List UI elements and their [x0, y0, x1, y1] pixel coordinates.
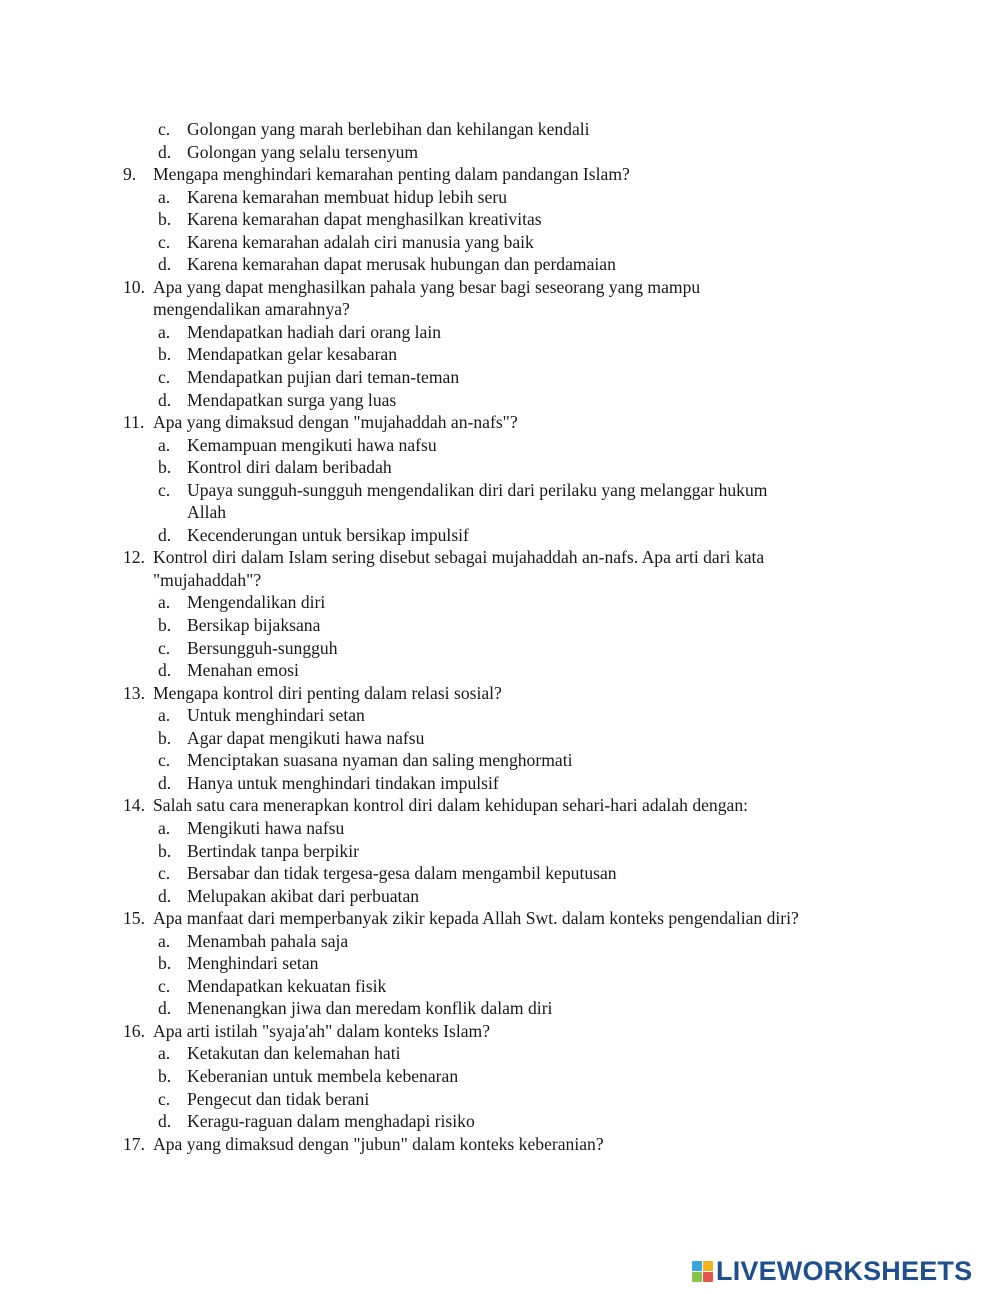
question-number: 17.: [123, 1133, 145, 1154]
option-text: Karena kemarahan dapat menghasilkan kreativitas: [187, 209, 542, 230]
option-letter: b.: [158, 344, 172, 365]
option-text: Menghindari setan: [187, 953, 319, 974]
option-text: Bersikap bijaksana: [187, 615, 321, 636]
option-text: Kemampuan mengikuti hawa nafsu: [187, 434, 437, 455]
option-letter: b.: [158, 727, 172, 748]
option-letter: d.: [158, 1111, 172, 1132]
question-line: [0, 907, 1000, 930]
logo-text: LIVEWORKSHEETS: [716, 1255, 973, 1286]
option-text: Mengendalikan diri: [187, 592, 326, 613]
question-number: 12.: [123, 547, 145, 568]
question-line: [0, 546, 1000, 569]
answer-option: [0, 1065, 1000, 1088]
answer-option: [0, 727, 1000, 750]
question-number: 13.: [123, 682, 145, 703]
question-line: [0, 163, 1000, 186]
question-number: 9.: [123, 164, 137, 185]
question-continuation: [0, 569, 1000, 592]
answer-option: [0, 186, 1000, 209]
option-letter: d.: [158, 660, 172, 681]
option-letter: b.: [158, 615, 172, 636]
question-number: 10.: [123, 276, 145, 297]
answer-option: [0, 389, 1000, 412]
answer-option: [0, 614, 1000, 637]
option-text: Mendapatkan kekuatan fisik: [187, 975, 387, 996]
option-letter: d.: [158, 254, 172, 275]
option-text: Ketakutan dan kelemahan hati: [187, 1043, 401, 1064]
option-letter: c.: [158, 231, 171, 252]
question-text: Apa yang dimaksud dengan "jubun" dalam konteks keberanian?: [153, 1133, 604, 1154]
question-text: Apa manfaat dari memperbanyak zikir kepada Allah Swt. dalam konteks pengendalian diri?: [153, 908, 799, 929]
question-number: 16.: [123, 1020, 145, 1041]
question-number: 15.: [123, 908, 145, 929]
option-text: Karena kemarahan dapat merusak hubungan dan perdamaian: [187, 254, 616, 275]
option-letter: b.: [158, 457, 172, 478]
question-line: [0, 276, 1000, 299]
answer-option: [0, 930, 1000, 953]
option-text: Mengikuti hawa nafsu: [187, 817, 345, 838]
question-line: [0, 794, 1000, 817]
option-text: Keragu-raguan dalam menghadapi risiko: [187, 1111, 475, 1132]
answer-option-continuation: [0, 501, 1000, 524]
answer-option: [0, 997, 1000, 1020]
answer-option: [0, 862, 1000, 885]
option-text: Kecenderungan untuk bersikap impulsif: [187, 524, 469, 545]
option-letter: c.: [158, 637, 171, 658]
option-letter: a.: [158, 186, 171, 207]
option-letter: c.: [158, 975, 171, 996]
option-letter: a.: [158, 1043, 171, 1064]
option-text: Mendapatkan pujian dari teman-teman: [187, 367, 460, 388]
option-letter: c.: [158, 367, 171, 388]
option-text: Karena kemarahan adalah ciri manusia yang baik: [187, 231, 534, 252]
option-text: Menambah pahala saja: [187, 930, 349, 951]
answer-option: [0, 1042, 1000, 1065]
question-text: Apa arti istilah "syaja'ah" dalam konteks Islam?: [153, 1020, 491, 1041]
answer-option: [0, 885, 1000, 908]
answer-option: [0, 1110, 1000, 1133]
question-text: Mengapa kontrol diri penting dalam relasi sosial?: [153, 682, 502, 703]
option-text: Mendapatkan gelar kesabaran: [187, 344, 398, 365]
answer-option: [0, 952, 1000, 975]
answer-option: [0, 343, 1000, 366]
question-number: 11.: [123, 412, 145, 433]
question-text: Salah satu cara menerapkan kontrol diri dalam kehidupan sehari-hari adalah dengan:: [153, 795, 749, 816]
logo-mark-square: [703, 1261, 713, 1271]
answer-option: [0, 253, 1000, 276]
option-text: Menciptakan suasana nyaman dan saling menghormati: [187, 750, 573, 771]
answer-option: [0, 772, 1000, 795]
option-text: Allah: [187, 502, 227, 523]
option-letter: c.: [158, 119, 171, 139]
option-letter: c.: [158, 750, 171, 771]
answer-option: [0, 434, 1000, 457]
question-line: [0, 1020, 1000, 1043]
logo-mark-square: [703, 1272, 713, 1282]
option-text: Pengecut dan tidak berani: [187, 1088, 370, 1109]
option-letter: b.: [158, 1065, 172, 1086]
answer-option: [0, 208, 1000, 231]
option-text: Melupakan akibat dari perbuatan: [187, 885, 420, 906]
question-text: Apa yang dapat menghasilkan pahala yang besar bagi seseorang yang mampu: [153, 276, 701, 297]
answer-option: [0, 817, 1000, 840]
option-letter: a.: [158, 930, 171, 951]
option-letter: d.: [158, 998, 172, 1019]
option-letter: b.: [158, 840, 172, 861]
option-text: Bersabar dan tidak tergesa-gesa dalam mengambil keputusan: [187, 863, 617, 884]
option-letter: c.: [158, 863, 171, 884]
option-letter: d.: [158, 141, 172, 162]
option-text: Agar dapat mengikuti hawa nafsu: [187, 727, 425, 748]
answer-option: [0, 321, 1000, 344]
option-letter: a.: [158, 817, 171, 838]
option-letter: d.: [158, 524, 172, 545]
logo-mark-square: [692, 1261, 702, 1271]
liveworksheets-logo: [692, 1256, 972, 1286]
logo-mark-square: [692, 1272, 702, 1282]
answer-option: [0, 456, 1000, 479]
answer-option: [0, 637, 1000, 660]
option-text: Untuk menghindari setan: [187, 705, 365, 726]
answer-option: [0, 840, 1000, 863]
answer-option: [0, 659, 1000, 682]
option-text: Kontrol diri dalam beribadah: [187, 457, 392, 478]
answer-option: [0, 231, 1000, 254]
option-letter: d.: [158, 772, 172, 793]
question-line: [0, 411, 1000, 434]
answer-option: [0, 591, 1000, 614]
option-letter: b.: [158, 953, 172, 974]
answer-option: [0, 524, 1000, 547]
option-text: Hanya untuk menghindari tindakan impulsif: [187, 772, 499, 793]
question-text: mengendalikan amarahnya?: [153, 299, 350, 320]
question-text: "mujahaddah"?: [153, 569, 262, 590]
question-text: Mengapa menghindari kemarahan penting dalam pandangan Islam?: [153, 164, 630, 185]
question-continuation: [0, 298, 1000, 321]
answer-option: [0, 479, 1000, 502]
option-text: Golongan yang marah berlebihan dan kehilangan kendali: [187, 119, 590, 139]
option-text: Golongan yang selalu tersenyum: [187, 141, 419, 162]
option-text: Keberanian untuk membela kebenaran: [187, 1065, 459, 1086]
question-line: [0, 1133, 1000, 1156]
option-letter: a.: [158, 705, 171, 726]
option-text: Menenangkan jiwa dan meredam konflik dalam diri: [187, 998, 553, 1019]
option-letter: a.: [158, 434, 171, 455]
option-text: Bertindak tanpa berpikir: [187, 840, 359, 861]
option-text: Bersungguh-sungguh: [187, 637, 338, 658]
answer-option: [0, 141, 1000, 164]
answer-option: [0, 704, 1000, 727]
option-letter: b.: [158, 209, 172, 230]
option-text: Upaya sungguh-sungguh mengendalikan diri dari perilaku yang melanggar hukum: [187, 479, 768, 500]
question-text: Kontrol diri dalam Islam sering disebut sebagai mujahaddah an-nafs. Apa arti dari kata: [153, 547, 765, 568]
option-letter: a.: [158, 592, 171, 613]
option-letter: c.: [158, 479, 171, 500]
answer-option: [0, 1088, 1000, 1111]
answer-option: [0, 749, 1000, 772]
option-letter: a.: [158, 321, 171, 342]
option-text: Menahan emosi: [187, 660, 299, 681]
answer-option: [0, 975, 1000, 998]
question-line: [0, 682, 1000, 705]
answer-option: [0, 366, 1000, 389]
option-letter: d.: [158, 389, 172, 410]
option-letter: d.: [158, 885, 172, 906]
question-list: [0, 118, 1000, 1155]
option-text: Mendapatkan hadiah dari orang lain: [187, 321, 442, 342]
question-text: Apa yang dimaksud dengan "mujahaddah an-nafs"?: [153, 412, 518, 433]
answer-option: [0, 118, 1000, 141]
question-number: 14.: [123, 795, 145, 816]
liveworksheets-logo-icon: [692, 1261, 713, 1282]
option-text: Karena kemarahan membuat hidup lebih seru: [187, 186, 507, 207]
option-text: Mendapatkan surga yang luas: [187, 389, 397, 410]
option-letter: c.: [158, 1088, 171, 1109]
